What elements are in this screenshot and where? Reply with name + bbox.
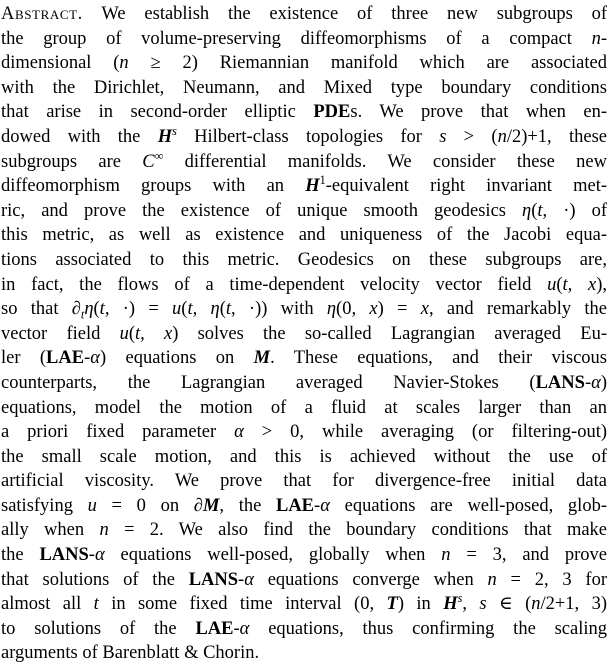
text-segment: tions associated to this metric. Geodesics on these subgroups are,	[1, 249, 607, 270]
text-segment: , the	[219, 495, 276, 516]
text-segment: t	[93, 594, 99, 615]
text-segment: the	[1, 545, 40, 566]
abstract-line	[1, 420, 607, 445]
text-segment: M	[202, 495, 220, 516]
text-segment: LAE	[275, 495, 315, 516]
text-segment: n	[591, 28, 601, 49]
text-segment: t	[80, 307, 85, 322]
text-segment: (	[181, 299, 188, 320]
text-segment: /2+1, 3)	[540, 594, 607, 615]
text-segment: (0	[336, 299, 352, 320]
text-segment: (	[128, 323, 135, 344]
text-segment: -	[88, 545, 95, 566]
text-segment: ),	[596, 274, 607, 295]
abstract-line	[1, 273, 607, 298]
text-segment: M	[253, 348, 271, 369]
text-segment: (	[93, 299, 100, 320]
abstract-line	[1, 641, 607, 666]
abstract-line	[1, 199, 607, 224]
text-segment: η	[84, 299, 94, 320]
text-segment: s	[439, 126, 447, 147]
text-segment: t	[99, 299, 105, 320]
text-segment: = 3, and prove	[450, 545, 607, 566]
abstract-line	[1, 100, 607, 125]
abstract-line	[1, 445, 607, 470]
text-segment: -	[584, 372, 592, 393]
abstract-line	[1, 125, 607, 150]
text-segment: PDE	[313, 102, 351, 123]
text-segment: -	[233, 618, 240, 639]
text-segment: n	[531, 594, 541, 615]
text-segment: x	[420, 299, 429, 320]
abstract-line	[1, 27, 607, 52]
text-segment: C	[142, 151, 155, 172]
text-segment: , ·)) with	[231, 299, 327, 320]
text-segment: LAE	[195, 618, 234, 639]
text-segment: t	[225, 299, 232, 320]
text-segment: ) =	[377, 299, 421, 320]
text-segment: u	[172, 299, 182, 320]
text-segment: dimensional (	[1, 53, 120, 74]
abstract-line	[1, 396, 607, 421]
abstract-line	[1, 51, 607, 76]
abstract-line	[1, 174, 607, 199]
abstract-line	[1, 494, 607, 519]
text-segment: in fact, the flows of a time-dependent velocity vector field	[1, 274, 548, 295]
abstract-line	[1, 346, 607, 371]
text-segment: t	[537, 200, 543, 221]
text-segment: that solutions of the	[1, 569, 189, 590]
text-segment: T	[386, 594, 398, 615]
text-segment: , and remarkably the	[428, 299, 607, 320]
text-segment: vector field	[1, 323, 120, 344]
abstract-line	[1, 223, 607, 248]
text-segment: -	[238, 569, 245, 590]
abstract-line	[1, 2, 607, 27]
text-segment: ric, and prove the existence of unique smooth geodesics	[1, 200, 523, 221]
text-segment: satisfying	[1, 495, 88, 516]
text-segment: , ·) =	[104, 299, 173, 320]
text-segment: equations, model the motion of a fluid at scales larger than an	[1, 397, 607, 418]
text-segment: α	[320, 495, 330, 516]
text-segment: t, x	[134, 323, 173, 344]
text-segment: Hilbert-class topologies for	[176, 126, 440, 147]
text-segment: We establish the existence of three new subgroups of	[82, 4, 607, 24]
text-segment: equations well-posed, globally when	[104, 545, 442, 566]
text-segment: u	[87, 495, 97, 516]
text-segment: (	[531, 200, 538, 221]
text-segment: ≥ 2) Riemannian manifold which are associated	[128, 53, 607, 74]
text-segment: that arise in second-order elliptic	[1, 102, 314, 123]
text-segment: s	[172, 123, 177, 138]
text-segment: H	[443, 594, 458, 615]
text-segment: Abstract.	[1, 4, 83, 24]
text-segment: counterparts, the Lagrangian averaged Navier-Stokes (	[1, 372, 536, 393]
text-segment: ∂	[71, 299, 81, 320]
text-segment: ) equations on	[99, 348, 254, 369]
abstract-line	[1, 371, 607, 396]
text-segment: n	[497, 126, 507, 147]
abstract-line	[1, 543, 607, 568]
text-segment: -	[600, 28, 607, 49]
text-segment: )	[600, 372, 607, 393]
text-segment: differential manifolds. We consider these new	[163, 151, 607, 172]
text-segment: ) solves the so-called Lagrangian averaged Eu-	[172, 323, 607, 344]
text-segment: in some fixed time interval (0,	[98, 594, 387, 615]
text-segment: = 2. We also find the boundary conditions that make	[108, 520, 608, 541]
text-segment: t, η	[187, 299, 220, 320]
text-segment: this metric, as well as existence and uniqueness of the Jacobi equa-	[1, 225, 607, 246]
text-segment: subgroups are	[1, 151, 143, 172]
text-segment: to solutions of the	[1, 618, 196, 639]
abstract-line	[1, 469, 607, 494]
text-segment: the small scale motion, and this is achieved without the use of	[1, 446, 607, 467]
text-segment: s. We prove that when en-	[350, 102, 607, 123]
text-segment: LAE	[46, 348, 85, 369]
abstract-line	[1, 248, 607, 273]
text-segment: . These equations, and their viscous	[270, 348, 608, 369]
text-segment: LANS	[188, 569, 239, 590]
text-segment: ) in	[397, 594, 444, 615]
text-segment: > (	[446, 126, 498, 147]
abstract-line	[1, 617, 607, 642]
abstract-line	[1, 518, 607, 543]
text-segment: so that	[1, 299, 72, 320]
text-segment: a priori fixed parameter	[1, 422, 235, 443]
text-segment: η	[326, 299, 337, 320]
text-segment: equations are well-posed, glob-	[329, 495, 607, 516]
text-segment: α	[244, 569, 254, 590]
abstract-line	[1, 76, 607, 101]
text-segment: s	[479, 594, 487, 615]
text-segment: -	[84, 348, 91, 369]
text-segment: n	[441, 545, 451, 566]
text-segment: LANS	[535, 372, 585, 393]
text-segment: 1	[319, 173, 326, 187]
text-segment: α	[239, 618, 250, 639]
text-segment: arguments of Barenblatt & Chorin.	[1, 643, 260, 664]
text-segment: the group of volume-preserving diffeomorphisms of a compact	[1, 28, 592, 49]
text-segment: (	[556, 274, 563, 295]
text-segment: H	[305, 176, 320, 197]
text-segment: ∂	[193, 495, 203, 516]
text-segment: -equivalent right invariant met-	[325, 176, 607, 197]
text-segment: equations, thus confirming the scaling	[249, 618, 607, 639]
text-segment: t, x	[562, 274, 597, 295]
text-segment: /2)+1, these	[506, 126, 607, 147]
text-segment: α	[94, 545, 105, 566]
text-segment: = 0 on	[96, 495, 194, 516]
text-segment: artificial viscosity. We prove that for divergence-free initial data	[1, 471, 607, 492]
text-segment: u	[119, 323, 129, 344]
text-segment: > 0, while averaging (or filtering-out)	[243, 422, 607, 443]
text-segment: n	[119, 53, 129, 74]
text-segment: n	[99, 520, 109, 541]
text-segment: ∞	[154, 148, 164, 163]
abstract-line	[1, 297, 607, 322]
text-segment: ∈ (	[486, 594, 532, 615]
text-segment: , x	[351, 299, 378, 320]
text-segment: diffeomorphism groups with an	[1, 176, 306, 197]
text-segment: equations converge when	[253, 569, 488, 590]
abstract-line	[1, 322, 607, 347]
text-segment: η	[522, 200, 532, 221]
text-segment: α	[234, 422, 244, 443]
text-segment: α	[591, 372, 601, 393]
text-segment: ,	[462, 594, 480, 615]
text-segment: dowed with the	[1, 126, 158, 147]
text-segment: -	[314, 495, 321, 516]
text-segment: n	[487, 569, 497, 590]
text-segment: LANS	[39, 545, 89, 566]
text-segment: = 2, 3 for	[496, 569, 607, 590]
text-segment: with the Dirichlet, Neumann, and Mixed type boundary conditions	[1, 77, 607, 98]
text-segment: u	[547, 274, 557, 295]
abstract-line	[1, 568, 607, 593]
abstract-line	[1, 150, 607, 175]
text-segment: α	[90, 348, 100, 369]
text-segment: almost all	[1, 594, 94, 615]
text-segment: H	[157, 126, 173, 147]
text-segment: , ·) of	[542, 200, 607, 221]
text-segment: s	[457, 591, 463, 606]
text-segment: ler (	[1, 348, 47, 369]
abstract-line	[1, 592, 607, 617]
text-segment: (	[219, 299, 226, 320]
text-segment: ally when	[1, 520, 100, 541]
